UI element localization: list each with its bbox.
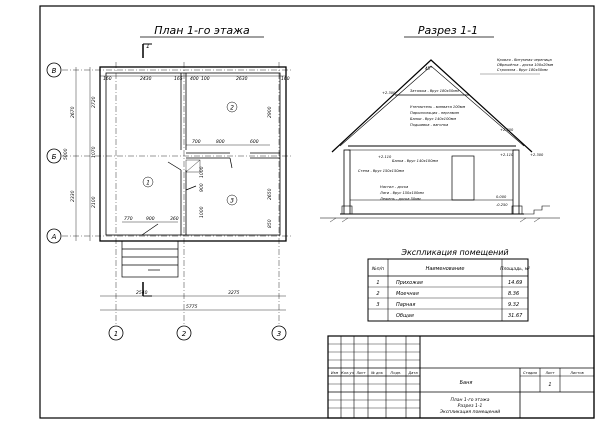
explication-header: Площадь, м² <box>500 267 530 272</box>
stamp-object-name: Баня <box>459 380 473 386</box>
plan-axis-row-markers <box>47 63 61 243</box>
explication-cell: 1 <box>376 280 380 286</box>
roof-layer-note: Стропила - брус 180х50мм <box>497 68 548 72</box>
level-mark: +2.300 <box>530 153 544 157</box>
explication-title: Экспликация помещений <box>401 248 509 257</box>
wall-note: Стена - брус 150х150мм <box>358 169 404 173</box>
dim-text: 900 <box>200 183 205 192</box>
axis-col-label: 3 <box>276 330 282 338</box>
explication-cell: 31.67 <box>508 313 523 319</box>
dim-text: 2100 <box>92 196 97 208</box>
explication-cell: 14.69 <box>508 280 523 286</box>
stamp-header: Лист <box>356 371 366 375</box>
beam-note: Балка - брус 140х100мм <box>392 159 438 163</box>
explication-cell: 3 <box>376 302 380 308</box>
level-mark: +2.300 <box>500 128 514 132</box>
section-cut-marker-top <box>143 43 152 58</box>
plan-dimension-texts <box>63 76 290 310</box>
svg-text:1: 1 <box>146 43 150 50</box>
floor-layer-note: Лежень - доска 50мм <box>380 197 421 201</box>
plan-walls <box>100 67 286 241</box>
stamp-header: Листов <box>570 371 584 375</box>
dim-text: 5775 <box>186 305 198 310</box>
section-title: Разрез 1-1 <box>417 24 479 37</box>
plan-axis-col-markers <box>109 326 286 340</box>
dim-text: 1000 <box>200 166 205 178</box>
dim-text: 2720 <box>92 96 97 108</box>
dim-text: 3275 <box>228 291 240 296</box>
explication-header: Наименование <box>425 266 465 272</box>
room-number: 3 <box>230 197 234 205</box>
dim-text: 160 <box>103 77 112 82</box>
dim-text: 2650 <box>268 188 273 200</box>
dim-text: 1000 <box>200 206 205 218</box>
beam-note: Затяжка - брус 180х50мм <box>410 89 459 93</box>
explication-cell: Парная <box>396 302 416 308</box>
explication-cell: Прихожая <box>396 280 423 286</box>
stamp-header: № док <box>371 371 383 375</box>
dim-text: 360 <box>170 217 179 222</box>
explication-cell: Моечная <box>396 291 419 297</box>
dim-text: 1070 <box>92 146 97 158</box>
ceiling-layer-note: Утеплитель - минвата 100мм <box>410 105 466 109</box>
title-block-texts <box>331 371 584 415</box>
floor-layer-note: Лаги - брус 150х100мм <box>380 191 424 195</box>
stamp-sheet-title: Разрез 1-1 <box>457 404 483 409</box>
dim-text: 100 <box>201 77 210 82</box>
plan-porch <box>122 241 178 277</box>
level-mark: 0.000 <box>496 195 507 199</box>
stamp-sheet-title: Экспликация помещений <box>439 410 501 415</box>
plan-stove <box>186 160 200 172</box>
dim-text: 900 <box>146 217 155 222</box>
dim-text: 2540 <box>136 291 148 296</box>
level-mark: +2.110 <box>500 153 514 157</box>
dim-text: 2430 <box>140 77 152 82</box>
dim-text: 850 <box>268 219 273 228</box>
dim-text: 600 <box>250 140 259 145</box>
stamp-header: Изм <box>330 371 339 375</box>
plan-room-numbers <box>143 102 237 205</box>
explication-texts <box>371 266 530 319</box>
ceiling-layer-note: Подшивка - вагонка <box>410 123 449 127</box>
dim-text: 2630 <box>236 77 248 82</box>
dim-text: 160 <box>281 77 290 82</box>
explication-cell: 9.32 <box>508 302 520 308</box>
axis-col-label: 2 <box>181 330 187 338</box>
ceiling-layer-note: Пароизоляция - пергамин <box>410 111 460 115</box>
dim-text: 2330 <box>71 190 76 202</box>
axis-col-label: 1 <box>113 330 119 338</box>
stamp-sheet-title: План 1-го этажа <box>450 398 490 403</box>
dim-text: 5000 <box>64 148 69 160</box>
floor-layer-note: Настил - доска <box>380 185 409 189</box>
level-mark: +2.300 <box>382 91 396 95</box>
section-annotations <box>358 58 554 207</box>
stamp-header: Лист <box>545 371 555 375</box>
stamp-header: Кол.уч <box>341 371 354 375</box>
roof-layer-note: Кровля - битумная черепица <box>497 58 552 62</box>
section-drawing <box>320 60 560 222</box>
stamp-header: Подп. <box>390 371 402 375</box>
dim-text: 800 <box>216 140 225 145</box>
level-mark: -0.250 <box>496 203 508 207</box>
dim-text: 165 <box>174 77 183 82</box>
level-mark: +2.110 <box>378 155 392 159</box>
ceiling-layer-note: Балки - брус 140х100мм <box>410 117 457 121</box>
axis-row-label: В <box>51 67 57 75</box>
room-number: 2 <box>230 104 234 112</box>
dim-text: 400 <box>190 77 199 82</box>
explication-cell: 8.36 <box>508 291 520 297</box>
ridge-angle: 45° <box>425 66 433 71</box>
plan-title: План 1-го этажа <box>154 24 250 37</box>
stamp-sheet-number: 1 <box>548 382 552 388</box>
axis-row-label: Б <box>51 153 57 161</box>
stamp-header: Стадия <box>523 371 537 375</box>
dim-text: 700 <box>192 140 201 145</box>
explication-header: №п/п <box>371 267 385 272</box>
dim-text: 2670 <box>71 106 76 118</box>
roof-layer-note: Обрешётка - доска 100х20мм <box>497 63 554 67</box>
room-number: 1 <box>146 179 150 187</box>
dim-text: 770 <box>124 217 133 222</box>
dim-text: 2900 <box>268 106 273 118</box>
explication-cell: 2 <box>376 291 380 297</box>
explication-cell: Общая <box>396 313 414 319</box>
axis-row-label: А <box>51 233 57 241</box>
stamp-header: Дата <box>408 371 418 375</box>
